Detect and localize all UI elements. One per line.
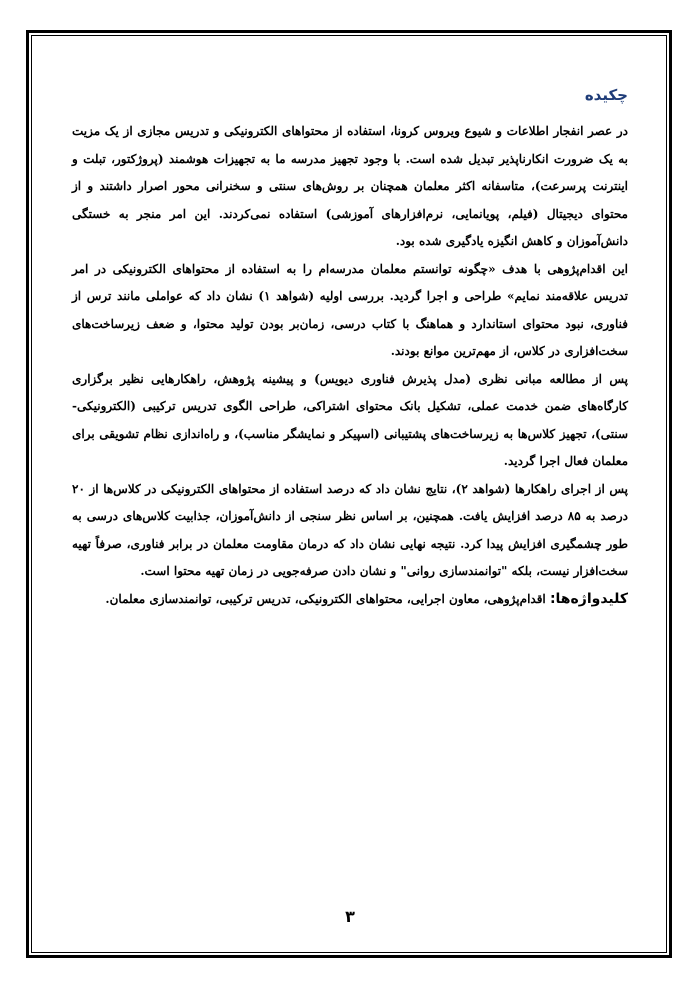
keywords-text: اقدام‌پژوهی، معاون اجرایی، محتواهای الکترونیکی، تدریس ترکیبی، توانمندسازی معلمان.: [105, 591, 550, 606]
abstract-paragraph-4: پس از اجرای راهکارها (شواهد ۲)، نتایج نشان داد که درصد استفاده از محتواهای الکترونیکی در کلاس‌ها از ۲۰ درصد به ۸۵ درصد افزایش یافت. همچنین، بر اساس نظر سنجی از دانش‌آموزان، جذابیت کلاس‌های درسی به طور چشمگیری افزایش پیدا کرد. نتیجه نهایی نشان داد که درمان مقاومت معلمان در برابر فناوری، صرفاً تهیه سخت‌افزار نیست، بلکه "توانمندسازی روانی" و نشان دادن صرفه‌جویی در زمان تهیه محتوا است.: [72, 481, 629, 578]
abstract-section: [72, 86, 628, 613]
keywords-line: [72, 586, 628, 614]
abstract-paragraph-1: در عصر انفجار اطلاعات و شیوع ویروس کرونا، استفاده از محتواهای الکترونیکی و تدریس مجازی از یک مزیت به یک ضرورت انکارناپذیر تبدیل شده است. با وجود تجهیز مدرسه ما به تجهیزات هوشمند (پروژکتور، تبلت و اینترنت پرسرعت)، متاسفانه اکثر معلمان همچنان بر روش‌های سنتی و سخنرانی محور اصرار داشتند و از محتوای دیجیتال (فیلم، پویانمایی، نرم‌افزارهای آموزشی) استفاده نمی‌کردند. این امر منجر به خستگی دانش‌آموزان و کاهش انگیزه یادگیری شده بود.: [72, 124, 628, 248]
abstract-paragraph-2: این اقدام‌پژوهی با هدف «چگونه توانستم معلمان مدرسه‌ام را به استفاده از محتواهای الکترونیکی در امر تدریس علاقه‌مند نمایم» طراحی و اجرا گردید. بررسی اولیه (شواهد ۱) نشان داد که عواملی مانند ترس از فناوری، نبود محتوای استاندارد و هماهنگ با کتاب درسی، زمان‌بر بودن تولید محتوا، و ضعف زیرساخت‌های سخت‌افزاری در کلاس، از مهم‌ترین موانع بودند.: [72, 261, 628, 358]
abstract-heading: چکیده: [584, 86, 628, 104]
keywords-label: کلیدواژه‌ها:: [549, 590, 628, 607]
abstract-paragraph-3: پس از مطالعه مبانی نظری (مدل پذیرش فناوری دیویس) و پیشینه پژوهش، راهکارهایی نظیر برگزاری کارگاه‌های ضمن خدمت عملی، تشکیل بانک محتوای اشتراکی، طراحی الگوی تدریس ترکیبی (الکترونیکی-سنتی)، تجهیز کلاس‌ها به زیرساخت‌های پشتیبانی (اسپیکر و نمایشگر مناسب)، و راه‌اندازی نظام تشویقی برای معلمان فعال اجرا گردید.: [72, 371, 628, 468]
page-number: ۳: [345, 907, 355, 926]
